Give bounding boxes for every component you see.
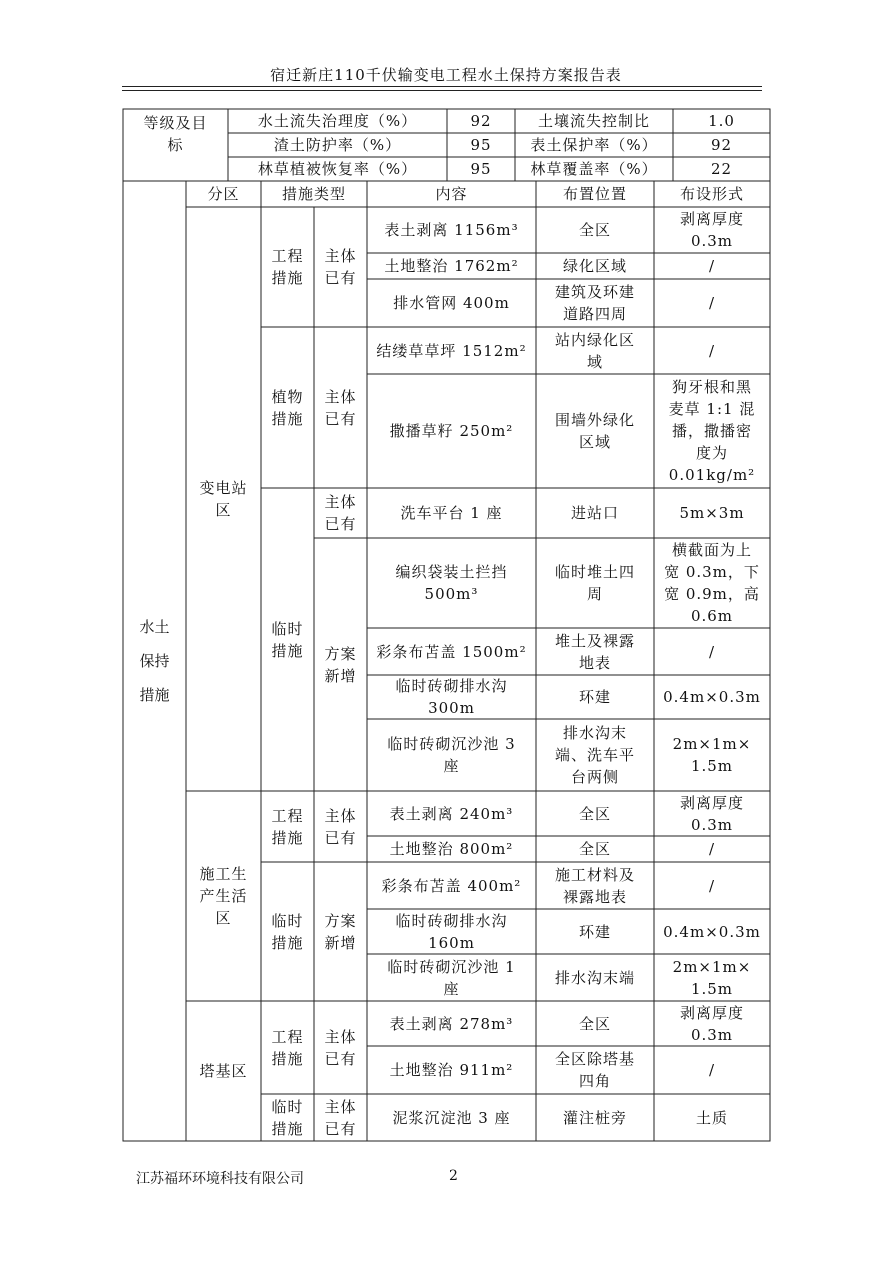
row-location: 排水沟末端 (554, 968, 635, 987)
row-location: 绿化区域 (562, 257, 627, 275)
measure-type: 临时 措施 (271, 911, 304, 952)
measure-type: 植物 措施 (271, 387, 304, 428)
row-form: 狗牙根和黑 麦草 1:1 混 播，撒播密 度为 0.01kg/m² (668, 378, 756, 484)
measure-type: 工程 措施 (271, 806, 304, 847)
row-content: 泥浆沉淀池 3 座 (392, 1108, 511, 1127)
measure-source: 方案 新增 (324, 911, 357, 952)
row-location: 全区 (578, 1014, 611, 1033)
target-name: 林草覆盖率（%） (530, 160, 658, 178)
row-form: 0.4m×0.3m (663, 688, 761, 706)
row-form: 土质 (695, 1108, 728, 1127)
row-content: 洗车平台 1 座 (400, 504, 503, 522)
targets-label: 等级及目 标 (143, 114, 208, 154)
measure-type: 工程 措施 (271, 247, 304, 287)
row-location: 堆土及裸露 地表 (554, 631, 635, 672)
row-form: / (708, 341, 716, 360)
row-content: 表土剥离 1156m³ (384, 221, 519, 239)
row-form: / (708, 876, 716, 895)
row-content: 土地整治 800m² (389, 840, 514, 858)
measure-type: 临时 措施 (271, 1097, 304, 1138)
target-name: 土壤流失控制比 (537, 112, 650, 130)
column-header: 布设形式 (679, 185, 744, 203)
row-location: 站内绿化区 域 (554, 330, 635, 371)
row-form: 0.4m×0.3m (663, 922, 761, 941)
row-content: 结缕草草坪 1512m² (376, 341, 527, 360)
row-content: 土地整治 1762m² (384, 257, 519, 275)
row-content: 彩条布苫盖 400m² (381, 876, 522, 895)
section-label: 水土 保持 措施 (139, 618, 170, 704)
zone-label: 塔基区 (199, 1062, 248, 1080)
row-form: 横截面为上 宽 0.3m，下 宽 0.9m，高 0.6m (664, 541, 760, 625)
measure-type: 工程 措施 (271, 1027, 304, 1068)
row-location: 围墙外绿化 区域 (554, 411, 635, 451)
row-content: 撒播草籽 250m² (389, 422, 514, 440)
target-value: 92 (470, 112, 492, 130)
row-form: / (708, 840, 716, 858)
target-value: 92 (710, 136, 733, 154)
row-location: 环建 (578, 922, 611, 941)
target-value: 1.0 (708, 112, 735, 130)
row-form: 5m×3m (679, 504, 745, 522)
zone-label: 施工生 产生活 区 (199, 865, 248, 927)
page-number: 2 (449, 1168, 458, 1184)
row-location: 全区 (578, 840, 611, 858)
page-header-title: 宿迁新庄110千伏输变电工程水土保持方案报告表 (270, 66, 622, 84)
row-form: / (708, 642, 716, 661)
row-form: 2m×1m× 1.5m (672, 735, 752, 775)
row-form: 剥离厚度 0.3m (679, 793, 744, 834)
measure-source: 方案 新增 (324, 644, 357, 685)
footer-company: 江苏福环环境科技有限公司 (136, 1171, 304, 1187)
row-content: 表土剥离 240m³ (389, 804, 514, 823)
target-value: 95 (470, 160, 492, 178)
column-header: 措施类型 (281, 185, 346, 203)
row-content: 土地整治 911m² (389, 1061, 514, 1079)
row-form: 2m×1m× 1.5m (672, 957, 752, 998)
zone-label: 变电站 区 (199, 479, 248, 519)
row-location: 灌注桩旁 (562, 1108, 627, 1127)
row-location: 全区除塔基 四角 (554, 1050, 635, 1090)
row-form: / (708, 257, 716, 275)
row-content: 表土剥离 278m³ (389, 1014, 514, 1033)
target-name: 渣土防护率（%） (273, 136, 402, 154)
column-header: 分区 (207, 185, 240, 203)
row-location: 环建 (578, 688, 611, 706)
target-value: 22 (710, 160, 733, 178)
row-location: 施工材料及 裸露地表 (554, 865, 635, 906)
row-content: 临时砖砌沉沙池 3 座 (387, 735, 516, 775)
row-location: 全区 (578, 221, 611, 239)
row-content: 临时砖砌排水沟 300m (395, 677, 508, 717)
row-content: 临时砖砌排水沟 160m (395, 911, 508, 952)
column-header: 内容 (435, 185, 468, 203)
row-location: 排水沟末 端、洗车平 台两侧 (554, 724, 635, 786)
target-name: 水土流失治理度（%） (257, 112, 418, 130)
row-location: 临时堆土四 周 (554, 563, 635, 603)
measure-source: 主体 已有 (324, 1097, 357, 1138)
row-content: 排水管网 400m (393, 294, 510, 312)
target-name: 表土保护率（%） (530, 136, 658, 154)
measure-source: 主体 已有 (324, 493, 357, 533)
measure-source: 主体 已有 (324, 387, 357, 428)
row-form: / (708, 1061, 716, 1079)
column-header: 布置位置 (562, 185, 627, 203)
row-form: / (708, 294, 716, 312)
row-form: 剥离厚度 0.3m (679, 1003, 744, 1044)
row-location: 建筑及环建 道路四周 (554, 283, 635, 323)
target-value: 95 (470, 136, 492, 154)
row-location: 进站口 (570, 504, 619, 522)
measure-source: 主体 已有 (324, 1027, 357, 1068)
measure-source: 主体 已有 (324, 806, 357, 847)
row-content: 彩条布苫盖 1500m² (376, 642, 527, 661)
measure-type: 临时 措施 (271, 619, 304, 660)
target-name: 林草植被恢复率（%） (257, 160, 418, 178)
row-form: 剥离厚度 0.3m (679, 210, 744, 250)
measure-source: 主体 已有 (324, 247, 357, 287)
row-location: 全区 (578, 804, 611, 823)
row-content: 编织袋装土拦挡 500m³ (395, 563, 508, 603)
row-content: 临时砖砌沉沙池 1 座 (387, 957, 516, 998)
